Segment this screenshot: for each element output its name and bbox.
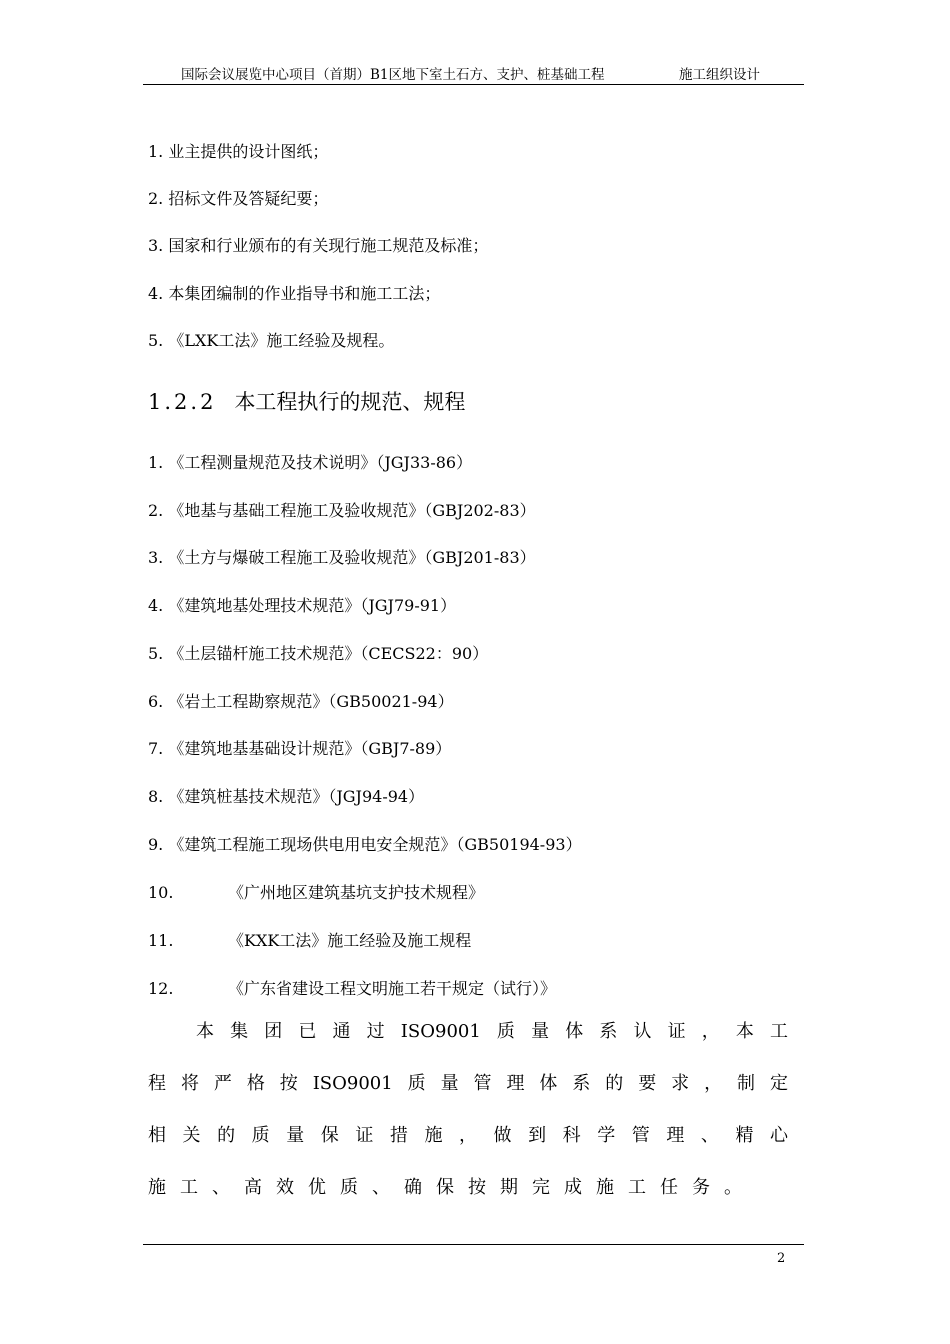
list-item-text: 业主提供的设计图纸； — [168, 142, 329, 161]
standard-number: 9. — [148, 835, 164, 854]
standard-item — [148, 548, 536, 568]
list-item-text: 本集团编制的作业指导书和施工工法； — [168, 284, 441, 303]
standard-text: 《建筑地基基础设计规范》（GBJ7-89） — [168, 739, 452, 758]
page-number: 2 — [777, 1251, 786, 1266]
standard-text: 《工程测量规范及技术说明》（JGJ33-86） — [168, 453, 473, 472]
standard-item — [148, 596, 456, 616]
standard-number: 6. — [148, 692, 164, 711]
list-item-number: 3. — [148, 236, 164, 255]
standard-item — [148, 644, 488, 664]
standard-text: 《土方与爆破工程施工及验收规范》（GBJ201-83） — [168, 548, 536, 567]
standard-text: 《KXK工法》施工经验及施工规程 — [228, 931, 472, 950]
standard-item — [148, 692, 454, 712]
list-item-number: 4. — [148, 284, 164, 303]
section-title: 本工程执行的规范、规程 — [234, 390, 466, 414]
standard-text: 《土层锚杆施工技术规范》（CECS22：90） — [168, 644, 489, 663]
standard-text: 《建筑工程施工现场供电用电安全规范》（GB50194-93） — [168, 835, 582, 854]
list-item-number: 5. — [148, 331, 164, 350]
list-item-text: 招标文件及答疑纪要； — [168, 189, 329, 208]
standard-item — [148, 883, 484, 903]
section-heading — [148, 388, 465, 416]
standard-number: 5. — [148, 644, 164, 663]
standard-number: 2. — [148, 501, 164, 520]
standard-text: 《岩土工程勘察规范》（GB50021-94） — [168, 692, 454, 711]
list-item-number: 1. — [148, 142, 164, 161]
standard-text: 《广州地区建筑基坑支护技术规程》 — [228, 883, 485, 902]
standard-text: 《建筑地基处理技术规范》（JGJ79-91） — [168, 596, 457, 615]
list-item-number: 2. — [148, 189, 164, 208]
standard-item — [148, 501, 536, 521]
list-item — [148, 189, 328, 209]
standard-text: 《建筑桩基技术规范》（JGJ94-94） — [168, 787, 425, 806]
standard-number: 10. — [148, 883, 174, 902]
page-header — [143, 62, 804, 85]
footer-divider — [143, 1244, 804, 1245]
standard-item — [148, 787, 424, 807]
standard-number: 4. — [148, 596, 164, 615]
standard-number: 12. — [148, 979, 174, 998]
section-number: 1.2.2 — [148, 390, 217, 414]
standard-item — [148, 979, 556, 999]
list-item — [148, 284, 440, 304]
paragraph-line: 本集团已通过ISO9001质量体系认证，本工 — [196, 1021, 788, 1042]
standard-number: 11. — [148, 931, 174, 950]
standard-text: 《广东省建设工程文明施工若干规定（试行）》 — [228, 979, 557, 998]
standard-number: 7. — [148, 739, 164, 758]
standard-number: 8. — [148, 787, 164, 806]
standard-item — [148, 835, 582, 855]
standard-number: 1. — [148, 453, 164, 472]
header-document-type: 施工组织设计 — [679, 67, 760, 83]
paragraph-line: 相关的质量保证措施，做到科学管理、精心 — [148, 1125, 788, 1146]
header-project-title: 国际会议展览中心项目（首期）B1区地下室土石方、支护、桩基础工程 — [181, 67, 605, 83]
list-item-text: 《LXK工法》施工经验及规程。 — [168, 331, 395, 350]
standard-item — [148, 739, 451, 759]
standard-number: 3. — [148, 548, 164, 567]
standard-item — [148, 453, 472, 473]
paragraph-line: 施工、高效优质、确保按期完成施工任务。 — [148, 1177, 756, 1198]
list-item — [148, 331, 394, 351]
list-item-text: 国家和行业颁布的有关现行施工规范及标准； — [168, 236, 489, 255]
list-item — [148, 142, 328, 162]
list-item — [148, 236, 488, 256]
paragraph-line: 程将严格按ISO9001质量管理体系的要求，制定 — [148, 1073, 788, 1094]
standard-item — [148, 931, 471, 951]
standard-text: 《地基与基础工程施工及验收规范》（GBJ202-83） — [168, 501, 536, 520]
